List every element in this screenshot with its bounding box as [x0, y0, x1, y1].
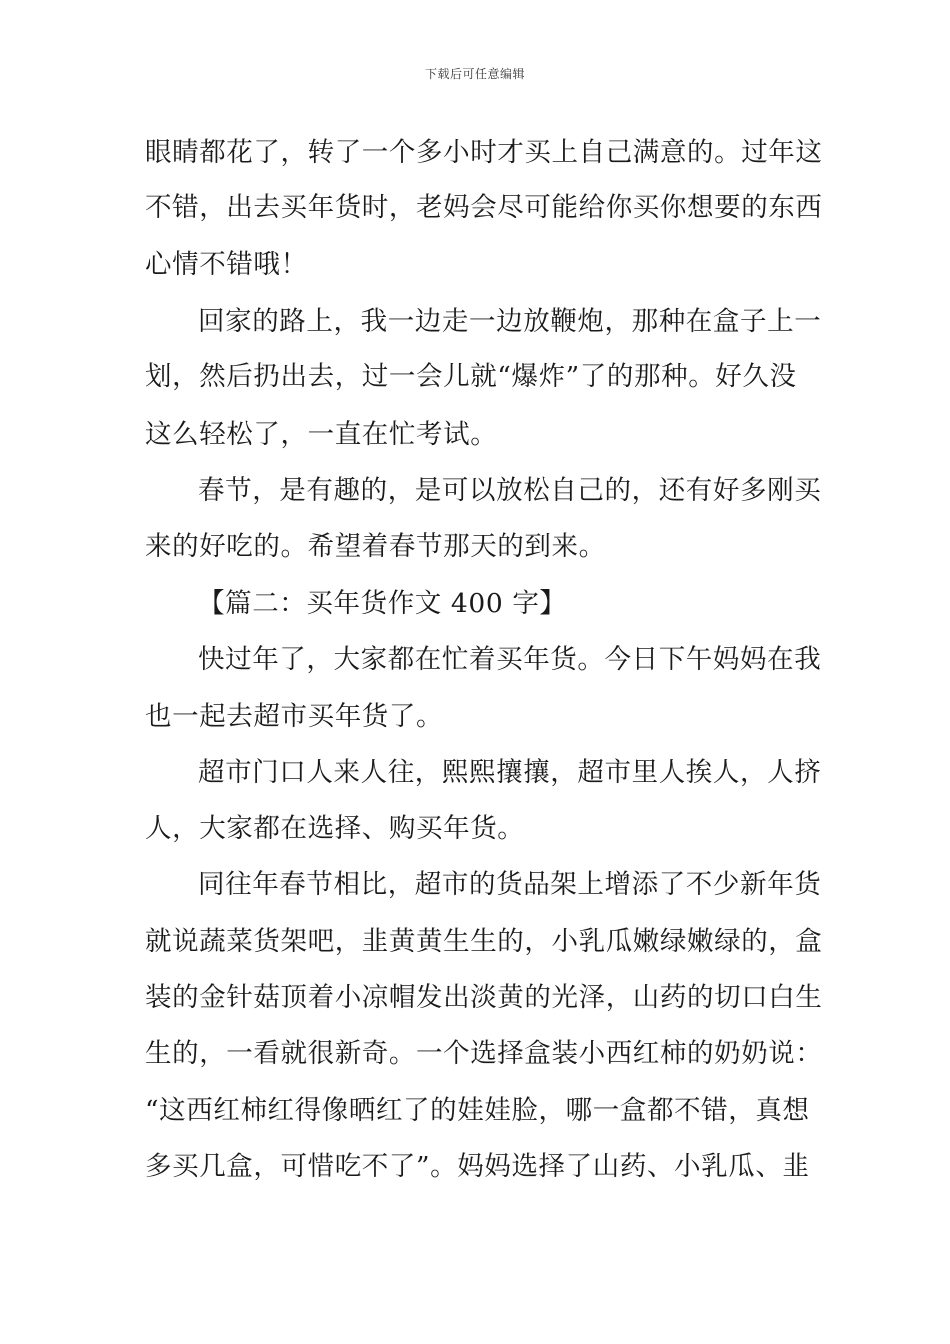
text-line: 同往年春节相比，超市的货品架上增添了不少新年货	[198, 869, 822, 900]
text-line: 来的好吃的。希望着春节那天的到来。	[145, 531, 606, 562]
text-line: 装的金针菇顶着小凉帽发出淡黄的光泽，山药的切口白生	[145, 982, 823, 1013]
text-line: 多买几盒，可惜吃不了”。妈妈选择了山药、小乳瓜、韭	[145, 1151, 810, 1182]
text-line: 眼睛都花了，转了一个多小时才买上自己满意的。过年这	[145, 137, 823, 168]
text-line: 超市门口人来人往，熙熙攘攘，超市里人挨人，人挤	[198, 757, 822, 788]
text-line: 划，然后扔出去，过一会儿就“爆炸”了的那种。好久没	[145, 361, 797, 392]
section-heading: 【篇二：买年货作文 400 字】	[198, 588, 567, 619]
text-line: 生的，一看就很新奇。一个选择盒装小西红柿的奶奶说：	[145, 1038, 823, 1069]
text-line: 这么轻松了，一直在忙考试。	[145, 419, 498, 450]
text-line: 就说蔬菜货架吧，韭黄黄生生的，小乳瓜嫩绿嫩绿的，盒	[145, 926, 823, 957]
text-line: 人，大家都在选择、购买年货。	[145, 813, 525, 844]
text-line: 春节，是有趣的，是可以放松自己的，还有好多刚买	[198, 475, 822, 506]
text-line: 回家的路上，我一边走一边放鞭炮，那种在盒子上一	[198, 306, 822, 337]
text-line: 不错，出去买年货时，老妈会尽可能给你买你想要的东西	[145, 192, 823, 223]
text-line: “这西红柿红得像晒红了的娃娃脸，哪一盒都不错，真想	[145, 1095, 810, 1126]
text-line: 也一起去超市买年货了。	[145, 701, 444, 732]
text-line: 心情不错哦！	[145, 249, 308, 280]
text-line: 快过年了，大家都在忙着买年货。今日下午妈妈在我	[198, 644, 822, 675]
page-header: 下载后可任意编辑	[424, 67, 525, 81]
